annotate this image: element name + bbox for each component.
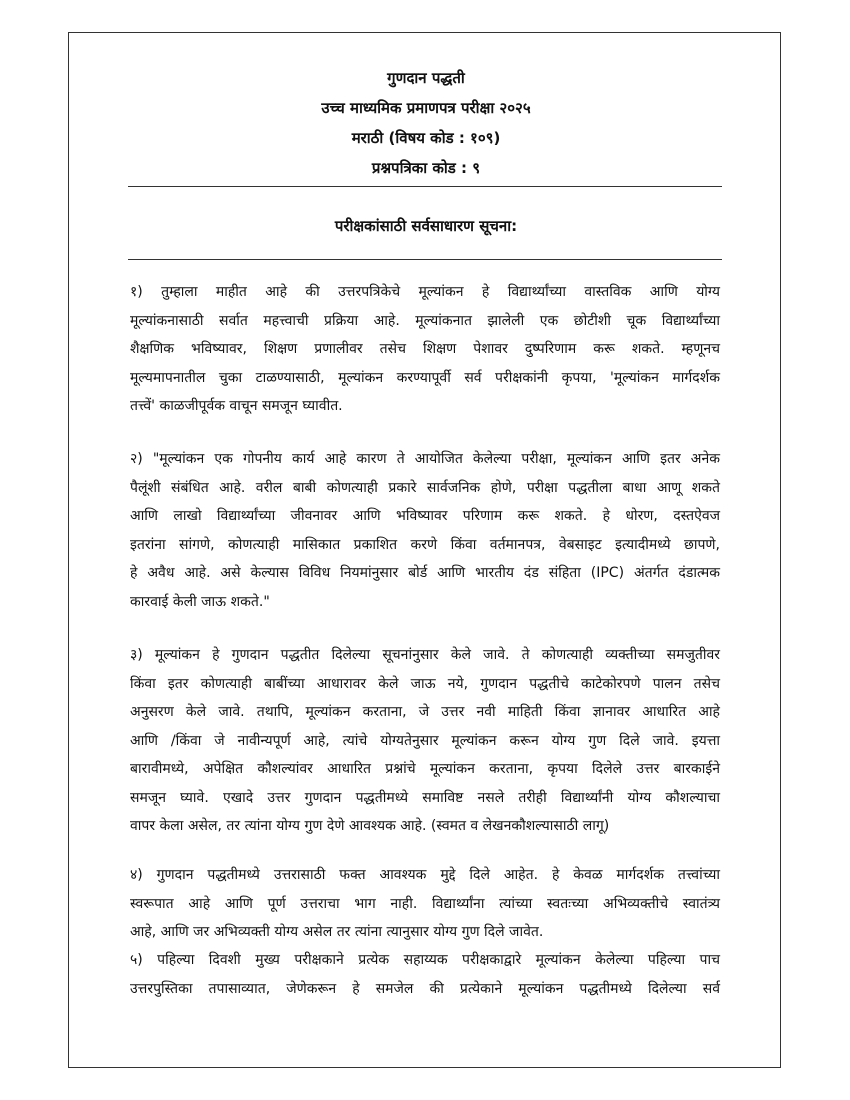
instruction-3 bbox=[130, 641, 720, 841]
text-line: १) तुम्हाला माहीत आहे की उत्तरपत्रिकेचे मूल्यांकन हे विद्यार्थ्यांच्या वास्तविक आणि योग्य bbox=[130, 284, 720, 300]
instruction-2 bbox=[130, 445, 720, 616]
text-line: कारवाई केली जाऊ शकते." bbox=[130, 593, 270, 610]
text-line: शैक्षणिक भविष्यावर, शिक्षण प्रणालीवर तसेच शिक्षण पेशावर दुष्परिणाम करू शकते. म्हणूनच bbox=[130, 341, 720, 357]
text-line: स्वरूपात आहे आणि पूर्ण उत्तराचा भाग नाही. विद्यार्थ्यांना त्यांच्या स्वतःच्या अभिव्यक्तीचे स्वातंत्र्य bbox=[130, 895, 720, 912]
text-line: आहे, आणि जर अभिव्यक्ती योग्य असेल तर त्यांना त्यानुसार योग्य गुण दिले जावेत. bbox=[130, 924, 544, 940]
paper-code: प्रश्नपत्रिका कोड : ९ bbox=[371, 159, 481, 177]
text-line: आणि /किंवा जे नावीन्यपूर्ण आहे, त्यांचे योग्यतेनुसार मूल्यांकन करून योग्य गुण दिले जावे. इयत्ता bbox=[130, 732, 720, 749]
section-heading: परीक्षकांसाठी सर्वसाधारण सूचना: bbox=[334, 217, 518, 235]
subject-code: मराठी (विषय कोड : १०९) bbox=[351, 129, 501, 147]
divider-bottom bbox=[128, 259, 722, 260]
text-line: उत्तरपुस्तिका तपासाव्यात, जेणेकरून हे समजेल की प्रत्येकाने मूल्यांकन पद्धतीमध्ये दिलेल्या सर्व bbox=[130, 980, 720, 997]
instruction-5 bbox=[130, 946, 720, 1003]
text-line: २) "मूल्यांकन एक गोपनीय कार्य आहे कारण ते आयोजित केलेल्या परीक्षा, मूल्यांकन आणि इतर अनेक bbox=[130, 451, 720, 467]
text-line: आणि लाखो विद्यार्थ्यांच्या जीवनावर आणि भविष्यावर परिणाम करू शकते. हे धोरण, दस्तऐवज bbox=[130, 508, 720, 524]
exam-name: उच्च माध्यमिक प्रमाणपत्र परीक्षा २०२५ bbox=[321, 99, 531, 117]
document-title: गुणदान पद्धती bbox=[387, 69, 465, 87]
text-line: किंवा इतर कोणत्याही बाबींच्या आधारावर केले जाऊ नये, गुणदान पद्धतीचे काटेकोरपणे पालन तसेच bbox=[130, 675, 720, 692]
instruction-4 bbox=[130, 861, 720, 947]
text-line: पैलूंशी संबंधित आहे. वरील बाबी कोणत्याही प्रकारे सार्वजनिक होणे, परीक्षा पद्धतीला बाधा आणू शकते bbox=[130, 479, 720, 496]
text-line: बारावीमध्ये, अपेक्षित कौशल्यांवर आधारित प्रश्नांचे मूल्यांकन करताना, कृपया दिलेले उत्तर बारकाईने bbox=[130, 761, 720, 777]
text-line: हे अवैध आहे. असे केल्यास विविध नियमांनुसार बोर्ड आणि भारतीय दंड संहिता (IPC) अंतर्गत दंडात्मक bbox=[130, 565, 720, 581]
text-line: वापर केला असेल, तर त्यांना योग्य गुण देणे आवश्यक आहे. (स्वमत व लेखनकौशल्यासाठी लागू) bbox=[130, 818, 610, 834]
divider-top bbox=[128, 186, 722, 187]
text-line: ३) मूल्यांकन हे गुणदान पद्धतीत दिलेल्या सूचनांनुसार केले जावे. ते कोणत्याही व्यक्तीच्या समजुतीवर bbox=[130, 647, 720, 663]
text-line: ४) गुणदान पद्धतीमध्ये उत्तरासाठी फक्त आवश्यक मुद्दे दिले आहेत. हे केवळ मार्गदर्शक तत्त्वांच्या bbox=[130, 867, 720, 883]
text-line: मूल्यांकनासाठी सर्वात महत्त्वाची प्रक्रिया आहे. मूल्यांकनात झालेली एक छोटीशी चूक विद्यार्थ्यांच्या bbox=[130, 312, 720, 329]
text-line: समजून घ्यावे. एखादे उत्तर गुणदान पद्धतीमध्ये समाविष्ट नसले तरीही विद्यार्थ्यांनी योग्य कौशल्याचा bbox=[130, 789, 720, 806]
text-line: इतरांना सांगणे, कोणत्याही मासिकात प्रकाशित करणे किंवा वर्तमानपत्र, वेबसाइट इत्यादीमध्ये छापणे, bbox=[130, 536, 720, 553]
text-line: अनुसरण केले जावे. तथापि, मूल्यांकन करताना, जे उत्तर नवी माहिती किंवा ज्ञानावर आधारित आहे bbox=[130, 704, 720, 720]
instruction-1 bbox=[130, 278, 720, 421]
text-line: मूल्यमापनातील चुका टाळण्यासाठी, मूल्यांकन करण्यापूर्वी सर्व परीक्षकांनी कृपया, 'मूल्यांकन मार्गदर्शक bbox=[130, 369, 720, 386]
text-line: ५) पहिल्या दिवशी मुख्य परीक्षकाने प्रत्येक सहाय्यक परीक्षकाद्वारे मूल्यांकन केलेल्या पहिल्या पाच bbox=[130, 952, 720, 968]
text-line: तत्त्वें' काळजीपूर्वक वाचून समजून घ्यावीत. bbox=[130, 398, 343, 414]
